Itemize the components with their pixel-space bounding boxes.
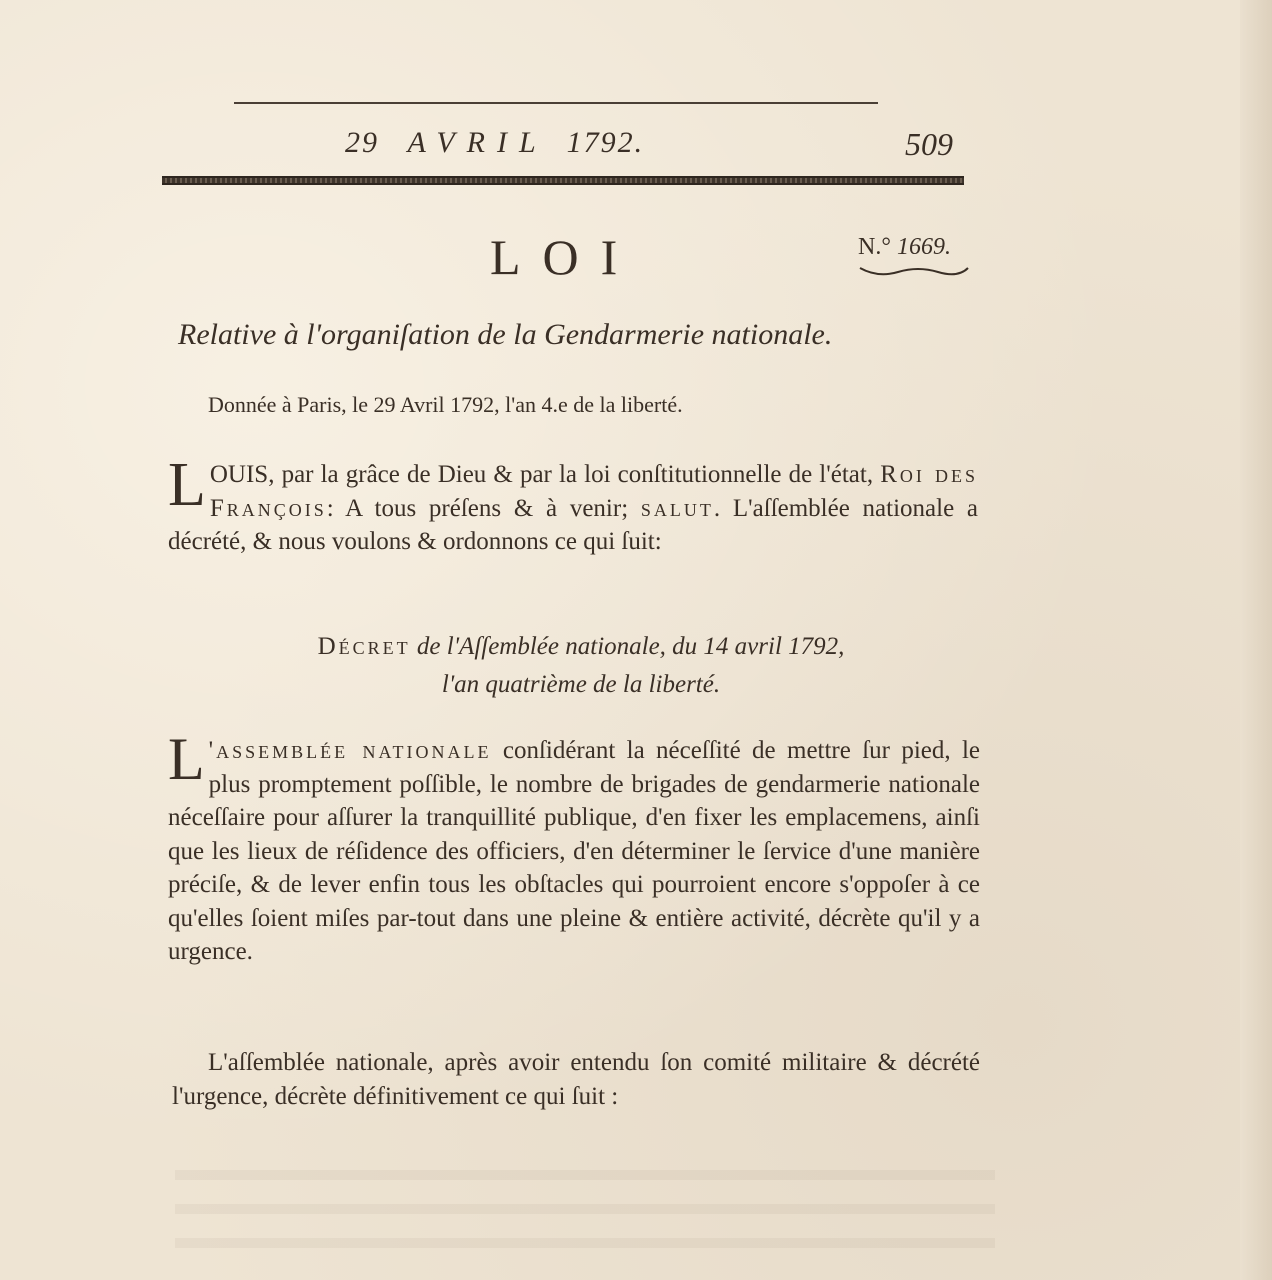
law-number xyxy=(858,234,951,261)
header-month: AVRIL xyxy=(407,126,548,159)
running-head xyxy=(345,126,775,160)
considerant-paragraph xyxy=(168,726,980,969)
law-number-prefix: N.° xyxy=(858,234,897,260)
decree-word: Décret xyxy=(317,633,411,660)
drop-cap-2: L xyxy=(168,726,205,792)
king-name: OUIS xyxy=(209,461,269,488)
swash-ornament xyxy=(858,264,970,278)
decree-rest: de l'Aſſemblée nationale, du 14 avril 1792, xyxy=(410,633,845,660)
law-number-value: 1669. xyxy=(896,234,951,260)
ornamental-rule xyxy=(162,176,964,185)
salut: salut xyxy=(640,494,714,522)
considerant-text: conſidérant la néceſſité de mettre ſur pied, le plus promptement poſſible, le nombre de brigades de gendarmerie nationale néceſſaire pour aſſurer la tranquillité publique, d'en fixer les emplacemens, ainſi que les lieux de réſidence des officiers, d'en déterminer le ſervice d'une manière préciſe, & de lever enfin tous les obſtacles qui pourroient encore s'oppoſer à ce qu'elles ſoient miſes par-tout dans une pleine & entière activité, décrète qu'il y a urgence. xyxy=(168,737,980,965)
law-subtitle: Relative à l'organiſation de la Gendarmerie nationale. xyxy=(178,318,833,351)
preamble-text-c: . L'aſſemblée nationale a décrété, & nous voulons & ordonnons ce qui ſuit: xyxy=(168,494,978,555)
decree-line2: l'an quatrième de la liberté. xyxy=(441,671,721,698)
header-rule xyxy=(234,102,878,104)
law-title: LOI xyxy=(490,229,640,285)
page-edge xyxy=(1240,0,1272,1280)
header-year: 1792. xyxy=(566,126,645,159)
decree-heading xyxy=(186,628,976,704)
decree-paragraph: L'aſſemblée nationale, après avoir entendu ſon comité militaire & décrété l'urgence, décrète définitivement ce qui ſuit : xyxy=(172,1049,980,1110)
page-number: 509 xyxy=(905,126,953,162)
header-day: 29 xyxy=(345,126,379,159)
date-line: Donnée à Paris, le 29 Avril 1792, l'an 4.e de la liberté. xyxy=(208,392,683,417)
drop-cap: L xyxy=(168,451,206,519)
king-title: Roi des François xyxy=(209,461,978,522)
show-through-texture xyxy=(175,1170,995,1270)
preamble-text-a: , par la grâce de Dieu & par la loi conſtitutionnelle de l'état, xyxy=(268,461,881,488)
preamble-text-b: : A tous préſens & à venir; xyxy=(326,494,641,522)
royal-preamble xyxy=(168,451,978,559)
assembly-smallcaps: 'assemblée nationale xyxy=(208,737,492,764)
